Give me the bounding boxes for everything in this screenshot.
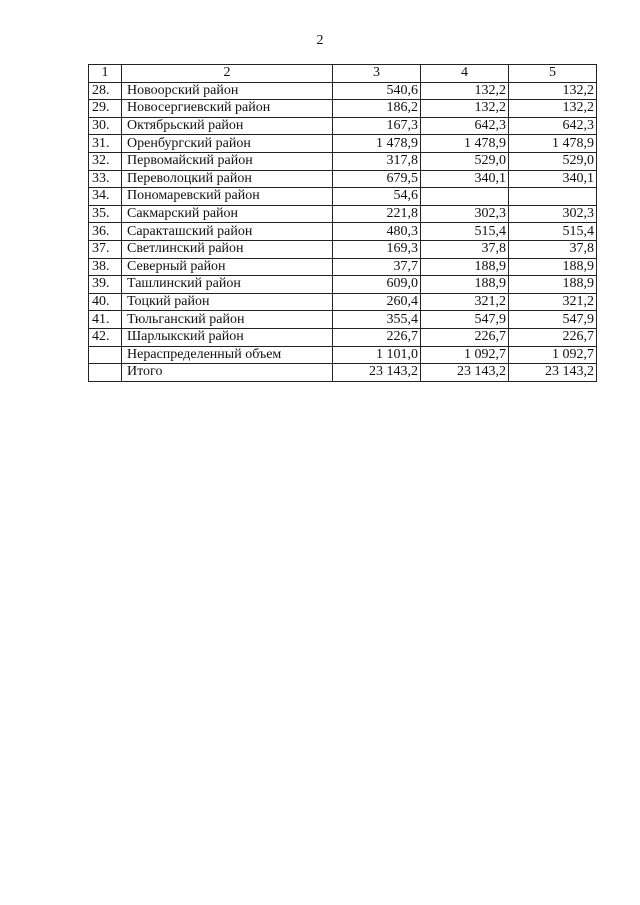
value-col5-cell: 132,2 <box>509 100 597 118</box>
table-header-row <box>89 65 597 83</box>
value-col3-cell: 23 143,2 <box>333 364 421 382</box>
row-number-cell <box>89 346 122 364</box>
district-name-cell: Переволоцкий район <box>122 170 333 188</box>
value-col4-cell: 340,1 <box>421 170 509 188</box>
value-col3-cell: 186,2 <box>333 100 421 118</box>
value-col3-cell: 226,7 <box>333 328 421 346</box>
value-col3-cell: 679,5 <box>333 170 421 188</box>
row-number-cell: 28. <box>89 82 122 100</box>
table-row <box>89 240 597 258</box>
value-col3-cell: 260,4 <box>333 293 421 311</box>
page-number: 2 <box>316 33 324 48</box>
table-row <box>89 346 597 364</box>
district-name-cell: Шарлыкский район <box>122 328 333 346</box>
table-row <box>89 328 597 346</box>
table-row <box>89 293 597 311</box>
value-col5-cell: 302,3 <box>509 205 597 223</box>
row-number-cell: 39. <box>89 276 122 294</box>
value-col3-cell: 540,6 <box>333 82 421 100</box>
row-number-cell: 29. <box>89 100 122 118</box>
district-name-cell: Тоцкий район <box>122 293 333 311</box>
district-name-cell: Сакмарский район <box>122 205 333 223</box>
row-number-cell: 41. <box>89 311 122 329</box>
value-col4-cell: 302,3 <box>421 205 509 223</box>
column-header-3: 3 <box>333 65 421 83</box>
table-row <box>89 258 597 276</box>
value-col5-cell: 132,2 <box>509 82 597 100</box>
value-col3-cell: 37,7 <box>333 258 421 276</box>
district-name-cell: Северный район <box>122 258 333 276</box>
value-col3-cell: 54,6 <box>333 188 421 206</box>
district-name-cell: Пономаревский район <box>122 188 333 206</box>
value-col4-cell: 132,2 <box>421 100 509 118</box>
table-row <box>89 205 597 223</box>
table-row <box>89 311 597 329</box>
value-col5-cell: 321,2 <box>509 293 597 311</box>
value-col3-cell: 609,0 <box>333 276 421 294</box>
column-header-5: 5 <box>509 65 597 83</box>
value-col4-cell: 547,9 <box>421 311 509 329</box>
value-col5-cell: 188,9 <box>509 258 597 276</box>
value-col5-cell: 642,3 <box>509 117 597 135</box>
table-row <box>89 276 597 294</box>
district-name-cell: Нераспределенный объем <box>122 346 333 364</box>
value-col5-cell: 23 143,2 <box>509 364 597 382</box>
district-name-cell: Светлинский район <box>122 240 333 258</box>
value-col5-cell: 340,1 <box>509 170 597 188</box>
value-col4-cell: 321,2 <box>421 293 509 311</box>
value-col4-cell: 1 478,9 <box>421 135 509 153</box>
value-col4-cell <box>421 188 509 206</box>
value-col4-cell: 37,8 <box>421 240 509 258</box>
table-row <box>89 135 597 153</box>
value-col4-cell: 188,9 <box>421 258 509 276</box>
district-name-cell: Тюльганский район <box>122 311 333 329</box>
value-col4-cell: 1 092,7 <box>421 346 509 364</box>
row-number-cell: 42. <box>89 328 122 346</box>
district-name-cell: Ташлинский район <box>122 276 333 294</box>
row-number-cell: 40. <box>89 293 122 311</box>
value-col5-cell <box>509 188 597 206</box>
value-col5-cell: 226,7 <box>509 328 597 346</box>
column-header-4: 4 <box>421 65 509 83</box>
value-col3-cell: 355,4 <box>333 311 421 329</box>
value-col3-cell: 167,3 <box>333 117 421 135</box>
district-name-cell: Первомайский район <box>122 152 333 170</box>
district-name-cell: Оренбургский район <box>122 135 333 153</box>
value-col5-cell: 529,0 <box>509 152 597 170</box>
value-col5-cell: 1 478,9 <box>509 135 597 153</box>
row-number-cell: 32. <box>89 152 122 170</box>
table-row <box>89 170 597 188</box>
value-col4-cell: 515,4 <box>421 223 509 241</box>
table-row <box>89 82 597 100</box>
value-col4-cell: 188,9 <box>421 276 509 294</box>
value-col3-cell: 317,8 <box>333 152 421 170</box>
value-col3-cell: 221,8 <box>333 205 421 223</box>
row-number-cell: 37. <box>89 240 122 258</box>
district-name-cell: Новосергиевский район <box>122 100 333 118</box>
table-row <box>89 100 597 118</box>
table-row <box>89 117 597 135</box>
table-row <box>89 152 597 170</box>
value-col4-cell: 23 143,2 <box>421 364 509 382</box>
table-row <box>89 188 597 206</box>
value-col4-cell: 642,3 <box>421 117 509 135</box>
district-name-cell: Саракташский район <box>122 223 333 241</box>
value-col3-cell: 1 101,0 <box>333 346 421 364</box>
table-row <box>89 223 597 241</box>
value-col3-cell: 169,3 <box>333 240 421 258</box>
row-number-cell: 36. <box>89 223 122 241</box>
row-number-cell: 31. <box>89 135 122 153</box>
value-col5-cell: 37,8 <box>509 240 597 258</box>
value-col5-cell: 1 092,7 <box>509 346 597 364</box>
table-row <box>89 364 597 382</box>
value-col5-cell: 188,9 <box>509 276 597 294</box>
value-col3-cell: 1 478,9 <box>333 135 421 153</box>
value-col3-cell: 480,3 <box>333 223 421 241</box>
row-number-cell: 33. <box>89 170 122 188</box>
district-allocation-table <box>88 64 597 382</box>
row-number-cell: 38. <box>89 258 122 276</box>
column-header-2: 2 <box>122 65 333 83</box>
value-col4-cell: 226,7 <box>421 328 509 346</box>
district-name-cell: Итого <box>122 364 333 382</box>
district-name-cell: Новоорский район <box>122 82 333 100</box>
row-number-cell: 34. <box>89 188 122 206</box>
row-number-cell: 30. <box>89 117 122 135</box>
district-name-cell: Октябрьский район <box>122 117 333 135</box>
value-col5-cell: 515,4 <box>509 223 597 241</box>
value-col4-cell: 132,2 <box>421 82 509 100</box>
row-number-cell <box>89 364 122 382</box>
column-header-1: 1 <box>89 65 122 83</box>
row-number-cell: 35. <box>89 205 122 223</box>
value-col5-cell: 547,9 <box>509 311 597 329</box>
value-col4-cell: 529,0 <box>421 152 509 170</box>
